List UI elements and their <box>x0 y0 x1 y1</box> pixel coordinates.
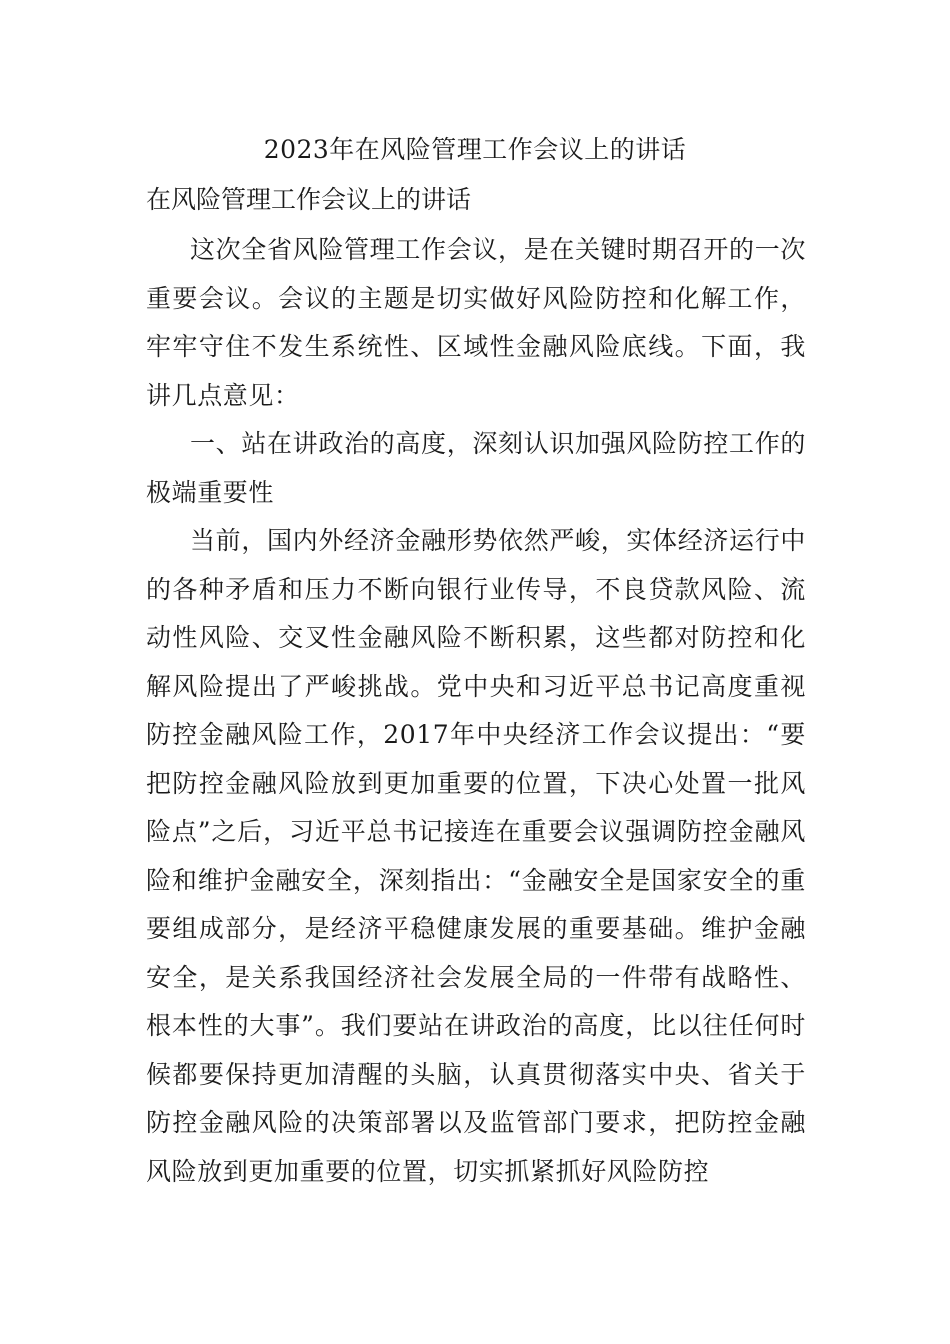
section-heading-1: 一、站在讲政治的高度，深刻认识加强风险防控工作的极端重要性 <box>146 429 806 507</box>
paragraph-opening: 这次全省风险管理工作会议，是在关键时期召开的一次重要会议。会议的主题是切实做好风险防控和化解工作，牢牢守住不发生系统性、区域性金融风险底线。下面，我讲几点意见： <box>146 235 806 410</box>
document-body <box>146 226 806 1196</box>
document-title: 2023年在风险管理工作会议上的讲话 <box>263 135 687 164</box>
paragraph-section-1: 当前，国内外经济金融形势依然严峻，实体经济运行中的各种矛盾和压力不断向银行业传导，不良贷款风险、流动性风险、交叉性金融风险不断积累，这些都对防控和化解风险提出了严峻挑战。党中央和习近平总书记高度重视防控金融风险工作，2017年中央经济工作会议提出：“要把防控金融风险放到更加重要的位置，下决心处置一批风险点”之后，习近平总书记接连在重要会议强调防控金融风险和维护金融安全，深刻指出：“金融安全是国家安全的重要组成部分，是经济平稳健康发展的重要基础。维护金融安全，是关系我国经济社会发展全局的一件带有战略性、根本性的大事”。我们要站在讲政治的高度，比以往任何时候都要保持更加清醒的头脑，认真贯彻落实中央、省关于防控金融风险的决策部署以及监管部门要求，把防控金融风险放到更加重要的位置，切实抓紧抓好风险防控 <box>146 526 806 1186</box>
document-subtitle: 在风险管理工作会议上的讲话 <box>146 185 472 214</box>
